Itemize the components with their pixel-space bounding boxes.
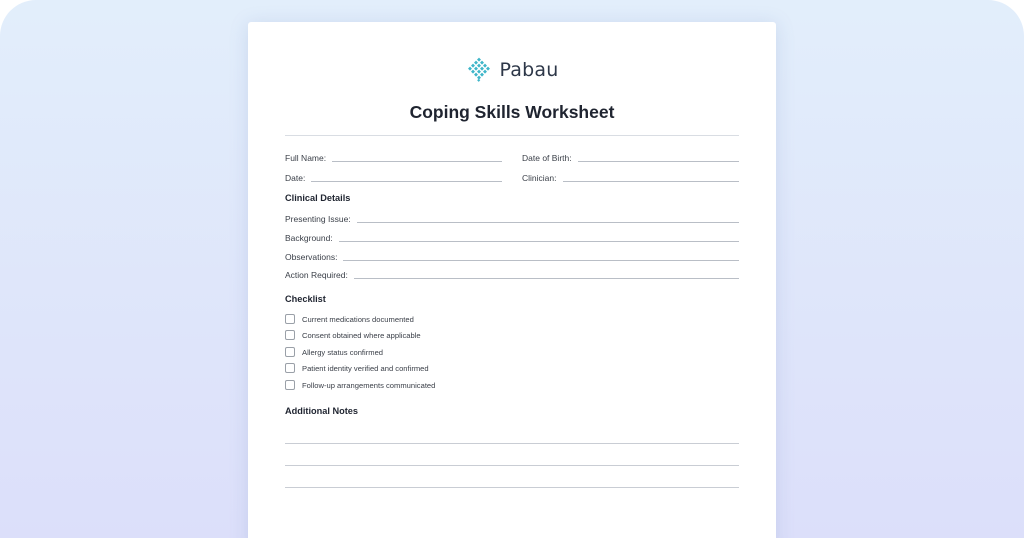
brand-name: Pabau <box>499 59 559 81</box>
checklist-item[interactable] <box>285 329 421 341</box>
date-line[interactable] <box>311 173 502 182</box>
checklist-item-label: Allergy status confirmed <box>302 347 384 357</box>
notes-line[interactable] <box>285 443 739 444</box>
presenting-issue-label: Presenting Issue: <box>285 214 351 224</box>
checkbox[interactable] <box>285 314 295 324</box>
notes-line[interactable] <box>285 465 739 466</box>
observations-line[interactable] <box>343 252 739 261</box>
observations-field[interactable] <box>285 249 739 263</box>
background-field[interactable] <box>285 230 739 244</box>
clinician-line[interactable] <box>563 173 740 182</box>
full-name-label: Full Name: <box>285 153 327 163</box>
checklist-item[interactable] <box>285 362 429 374</box>
clinician-label: Clinician: <box>522 173 557 183</box>
checklist-heading: Checklist <box>285 294 326 304</box>
date-field[interactable] <box>285 170 502 184</box>
title-divider <box>285 135 739 136</box>
action-required-label: Action Required: <box>285 270 348 280</box>
checkbox[interactable] <box>285 330 295 340</box>
checkbox[interactable] <box>285 380 295 390</box>
background-label: Background: <box>285 233 333 243</box>
clinical-details-heading: Clinical Details <box>285 193 351 203</box>
checklist-item[interactable] <box>285 379 435 391</box>
action-required-field[interactable] <box>285 267 739 281</box>
checklist-item-label: Patient identity verified and confirmed <box>302 363 429 373</box>
document-title: Coping Skills Worksheet <box>409 102 615 122</box>
checkbox[interactable] <box>285 347 295 357</box>
action-required-line[interactable] <box>354 270 739 279</box>
pabau-logo-icon <box>466 57 492 83</box>
checklist-item[interactable] <box>285 346 383 358</box>
date-of-birth-line[interactable] <box>578 153 739 162</box>
date-of-birth-field[interactable] <box>522 150 739 164</box>
checkbox[interactable] <box>285 363 295 373</box>
full-name-line[interactable] <box>332 153 502 162</box>
checklist-item-label: Current medications documented <box>302 314 414 324</box>
background-line[interactable] <box>339 233 739 242</box>
full-name-field[interactable] <box>285 150 502 164</box>
date-of-birth-label: Date of Birth: <box>522 153 572 163</box>
additional-notes-heading: Additional Notes <box>285 406 358 416</box>
notes-line[interactable] <box>285 487 739 488</box>
date-label: Date: <box>285 173 306 183</box>
presenting-issue-field[interactable] <box>285 211 739 225</box>
brand-logo <box>248 57 776 83</box>
checklist-item-label: Consent obtained where applicable <box>302 330 421 340</box>
clinician-field[interactable] <box>522 170 739 184</box>
presenting-issue-line[interactable] <box>357 214 739 223</box>
observations-label: Observations: <box>285 252 338 262</box>
checklist-item[interactable] <box>285 313 414 325</box>
checklist-item-label: Follow-up arrangements communicated <box>302 380 436 390</box>
worksheet-document <box>248 22 776 538</box>
